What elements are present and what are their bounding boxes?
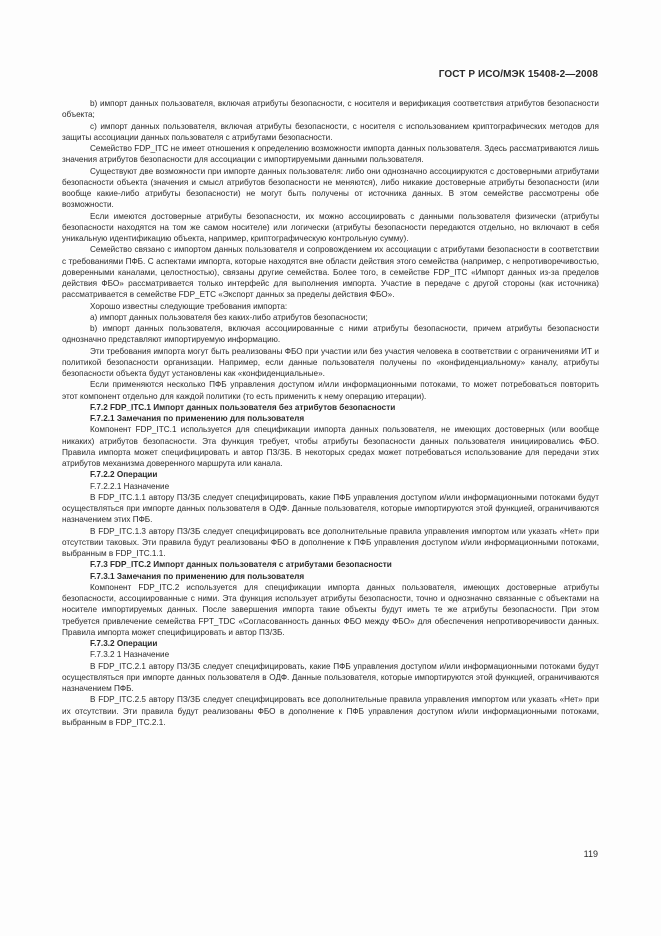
list-item: b) импорт данных пользователя, включая ассоциированные с ними атрибуты безопасности, причем атрибуты безопасности однозначно представляют импортируемую информацию.: [62, 324, 599, 345]
paragraph: В FDP_ITC.2.5 автору ПЗ/ЗБ следует специфицировать все дополнительные правила управления импортом или указать «Нет» при их отсутствии. Эти правила будут реализованы ФБО в дополнение к ПФБ управления доступом и/или информационными потоками, выбранным в FDP_ITC.2.1.: [62, 695, 599, 727]
paragraph: Семейство FDP_ITC не имеет отношения к определению возможности импорта данных пользователя. Здесь рассматриваются лишь значения атрибутов безопасности для ассоциации с импортируемыми данными пользователя.: [62, 144, 599, 165]
paragraph: Если применяются несколько ПФБ управления доступом и/или информационными потоками, то может потребоваться повторить этот компонент отдельно для каждой политики (то есть применить к нему операцию итерации).: [62, 380, 599, 401]
section-heading: F.7.3 FDP_ITC.2 Импорт данных пользователя с атрибутами безопасности: [90, 560, 392, 570]
section-heading: F.7.2 FDP_ITC.1 Импорт данных пользователя без атрибутов безопасности: [90, 402, 396, 412]
subsection-heading: F.7.2.1 Замечания по применению для пользователя: [90, 414, 305, 423]
page-header: ГОСТ Р ИСО/МЭК 15408-2—2008: [438, 69, 598, 80]
paragraph: Компонент FDP_ITC.1 используется для спецификации импорта данных пользователя, не имеющих достоверных (или вообще никаких) атрибутов безопасности. Эта функция требует, чтобы атрибуты безопасности данных пользователя инициировались ФБО. Правила импорта может специфицировать и автор ПЗ/ЗБ. В некоторых средах может потребоваться использование для передачи этих атрибутов механизма доверенного маршрута или канала.: [62, 425, 599, 468]
subsection-heading: F.7.3.1 Замечания по применению для пользователя: [90, 571, 305, 581]
paragraph: В FDP_ITC.1.3 автору ПЗ/ЗБ следует специфицировать все дополнительные правила управления импортом или указать «Нет» при отсутствии таковых. Эти правила будут реализованы ФБО в дополнение к ПФБ управления доступом и/или информационными потоками, выбранным в FDP_ITC.1.1.: [62, 526, 599, 558]
page-body: [62, 98, 599, 728]
paragraph: В FDP_ITC.1.1 автору ПЗ/ЗБ следует специфицировать, какие ПФБ управления доступом и/или информационными потоками будут осуществляться при импорте данных пользователя в ОДФ. Данные пользователя, которые импортируются этой функцией, ограничиваются назначением этих ПФБ.: [62, 492, 599, 525]
paragraph: В FDP_ITC.2.1 автору ПЗ/ЗБ следует специфицировать, какие ПФБ управления доступом и/или информационными потоками будут осуществляться при импорте данных пользователя в ОДФ. Данные пользователя, которые импортируются этой функцией, ограничиваются назначением ПФБ.: [62, 661, 599, 693]
subsection-heading: F.7.2.2 Операции: [90, 470, 158, 480]
paragraph: c) импорт данных пользователя, включая атрибуты безопасности, с носителя с использованием криптографических методов для защиты ассоциации данных пользователя с атрибутами безопасности.: [62, 121, 599, 142]
list-item: a) импорт данных пользователя без каких-либо атрибутов безопасности;: [90, 312, 368, 322]
subsection-heading: F.7.3.2 Операции: [90, 639, 158, 648]
paragraph: b) импорт данных пользователя, включая атрибуты безопасности, с носителя и верификация соответствия атрибутов безопасности объекта;: [62, 99, 599, 120]
subsubsection-heading: F.7.2.2.1 Назначение: [90, 481, 170, 491]
paragraph: Компонент FDP_ITC.2 используется для спецификации импорта данных пользователя, имеющих достоверные атрибуты безопасности, ассоциированные с ними. Эта функция использует атрибуты безопасности, точно и однозначно связанные с объектами на носителе импортируемых данных. После завершения импорта такие объекты будут иметь те же атрибуты безопасности. При этом требуется привлечение семейства FPT_TDC «Согласованность данных ФБО между ФБО» для обеспечения непротиворечивости данных. Правила импорта может специфицировать и автор ПЗ/ЗБ.: [62, 582, 599, 637]
paragraph: Если имеются достоверные атрибуты безопасности, их можно ассоциировать с данными пользователя физически (атрибуты безопасности находятся на том же самом носителе) или логически (атрибуты безопасности передаются отдельно, но включают в себя уникальную идентификацию объекта, например, криптографическую контрольную сумму).: [62, 211, 599, 243]
paragraph: Семейство связано с импортом данных пользователя и сопровождением их ассоциации с атрибутами безопасности в соответствии с требованиями ПФБ. С аспектами импорта, которые находятся вне области действия этого семейства (например, с непротиворечивостью, доверенными каналами, целостностью), связаны другие семейства. Более того, в семействе FDP_ITC «Импорт данных из-за пределов действия ФБО» рассматривается только интерфейс для выполнения импорта. Участие в передаче с другой стороны (как источника) рассматривается в семействе FDP_ETC «Экспорт данных за пределы действия ФБО».: [62, 245, 599, 300]
paragraph: Эти требования импорта могут быть реализованы ФБО при участии или без участия человека в соответствии с ограничениями ИТ и политикой безопасности организации. Например, если данные пользователя получены по «конфиденциальному» каналу, атрибуты безопасности объекта будут установлены как «конфиденциальные».: [62, 346, 599, 378]
page-number: 119: [583, 849, 598, 859]
paragraph: Хорошо известны следующие требования импорта:: [90, 301, 288, 311]
paragraph: Существуют две возможности при импорте данных пользователя: либо они однозначно ассоциируются с достоверными атрибутами безопасности объекта (значения и смысл атрибутов безопасности не меняются), либо никакие достоверные атрибуты безопасности (или вообще какие-либо атрибуты безопасности) не могут быть получены от источника данных. В этом семействе рассмотрены обе возможности.: [62, 166, 599, 210]
subsubsection-heading: F.7.3.2 1 Назначение: [90, 650, 170, 660]
